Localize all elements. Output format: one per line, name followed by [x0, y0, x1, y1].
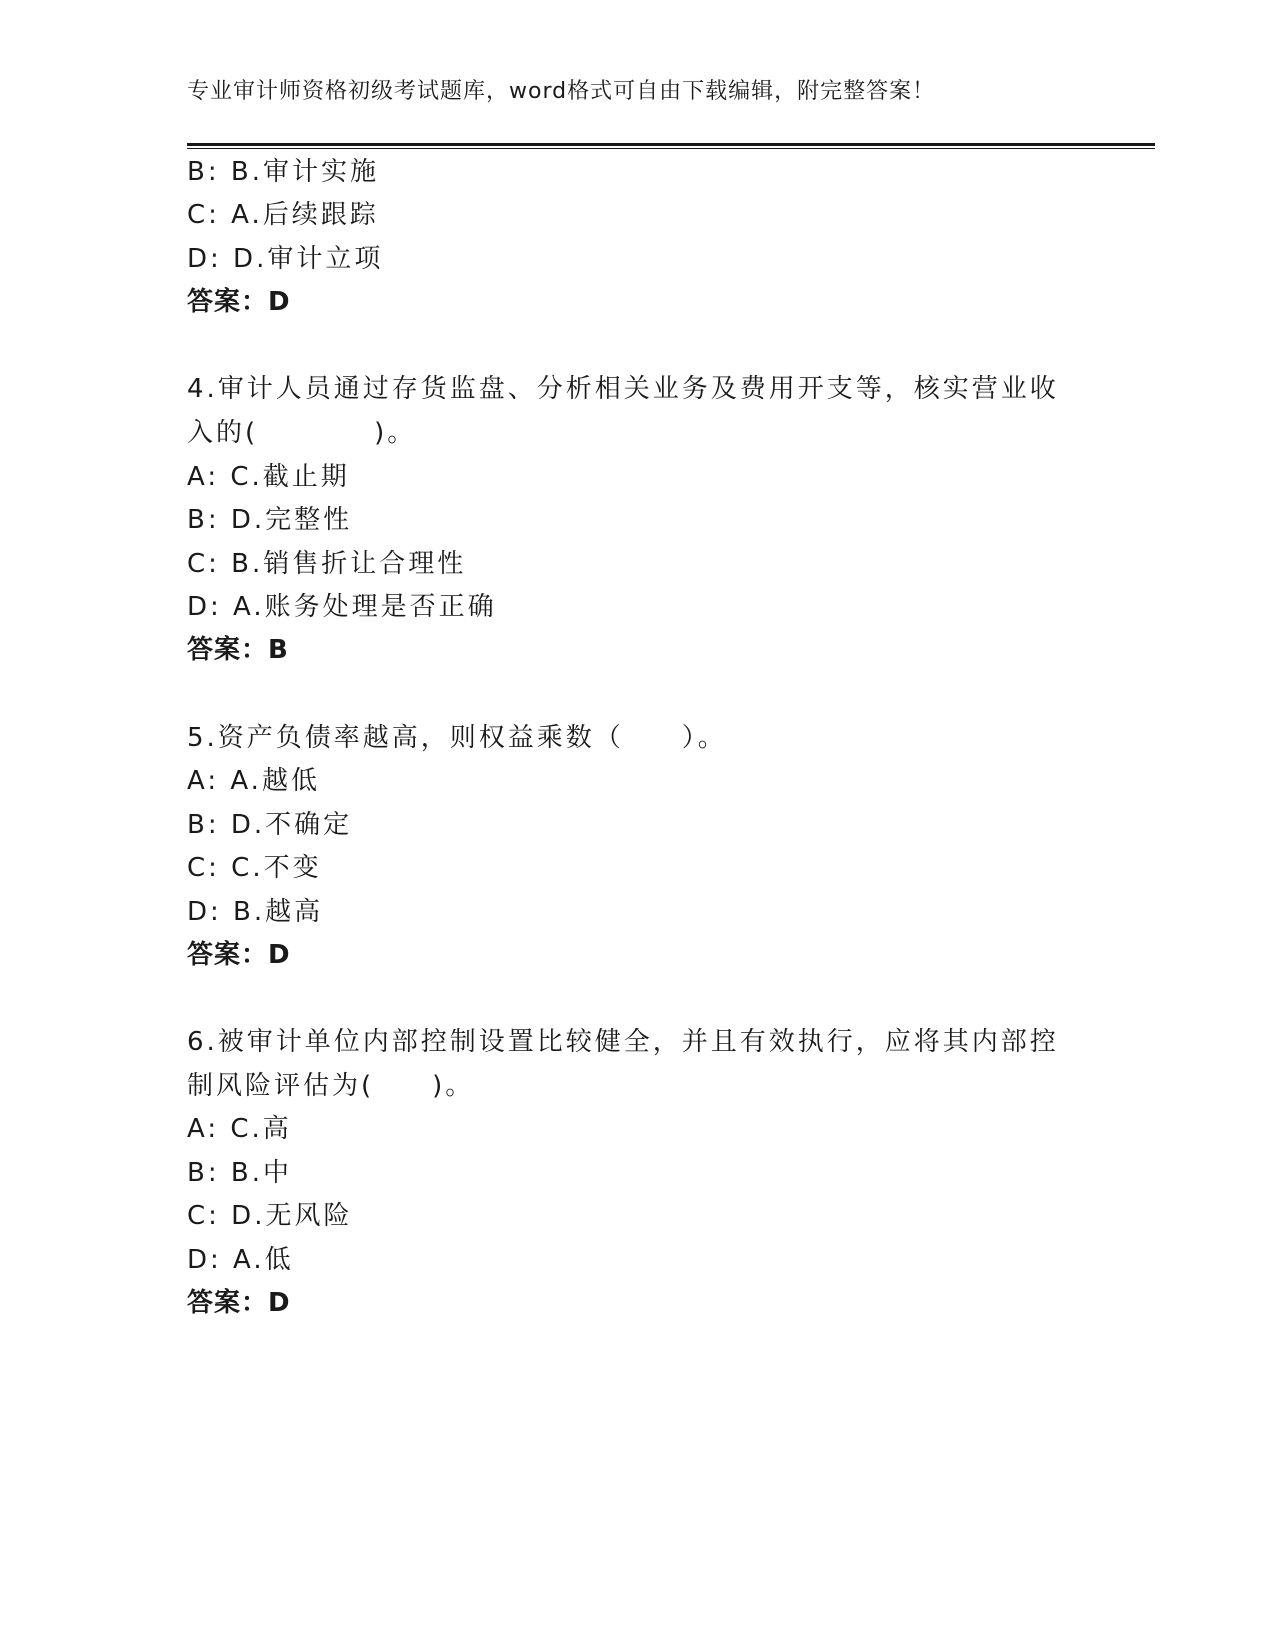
- option-line: B: D.完整性: [187, 505, 353, 535]
- option-line: D: D.审计立项: [187, 244, 384, 274]
- option-line: C: B.销售折让合理性: [187, 549, 467, 579]
- question-stem: 5.资产负债率越高，则权益乘数（ ）。: [187, 723, 727, 753]
- option-line: D: B.越高: [187, 897, 324, 927]
- answer-line: 答案：D: [187, 1288, 291, 1318]
- question-stem: 4.审计人员通过存货监盘、分析相关业务及费用开支等，核实营业收: [187, 374, 1059, 404]
- question-stem: 入的( )。: [187, 418, 417, 448]
- option-line: C: D.无风险: [187, 1201, 353, 1231]
- question-stem: 制风险评估为( )。: [187, 1071, 475, 1101]
- answer-line: 答案：D: [187, 940, 291, 970]
- answer-line: 答案：D: [187, 287, 291, 317]
- answer-line: 答案：B: [187, 635, 289, 665]
- page-header: 专业审计师资格初级考试题库，word格式可自由下载编辑，附完整答案！: [187, 79, 936, 104]
- option-line: D: A.账务处理是否正确: [187, 592, 497, 622]
- option-line: D: A.低: [187, 1245, 294, 1275]
- header-divider: [187, 143, 1155, 149]
- option-line: B: D.不确定: [187, 810, 353, 840]
- question-stem: 6.被审计单位内部控制设置比较健全，并且有效执行，应将其内部控: [187, 1027, 1059, 1057]
- option-line: A: C.高: [187, 1114, 292, 1144]
- option-line: C: A.后续跟踪: [187, 200, 379, 230]
- option-line: B: B.中: [187, 1158, 292, 1188]
- option-line: A: C.截止期: [187, 462, 350, 492]
- option-line: A: A.越低: [187, 766, 320, 796]
- option-line: C: C.不变: [187, 853, 322, 883]
- option-line: B: B.审计实施: [187, 157, 379, 187]
